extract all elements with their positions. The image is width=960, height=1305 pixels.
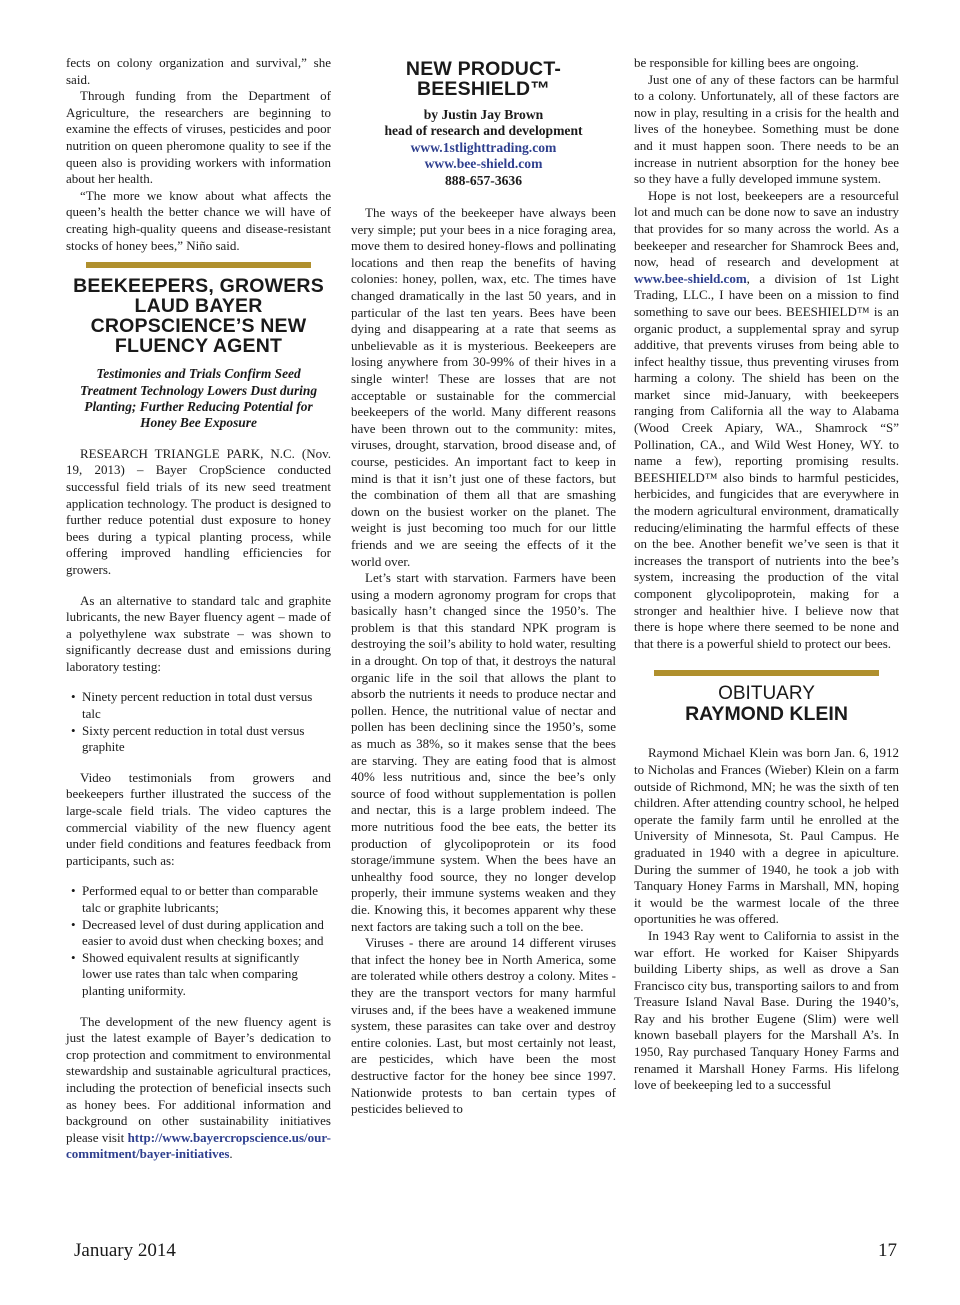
bayer-closing-text: The development of the new fluency agent is just the latest example of Bayer’s dedication to crop protection and commitment to environmental stewardship and sustainable agricultural practices, including the protection of beneficial insects such as honey bees. For additional information and background on other sustainability initiatives please visit: [66, 1013, 331, 1145]
phone-number: 888-657-3636: [444, 172, 523, 188]
article-continuation-paragraph: “The more we know about what affects the queen’s health the better chance we will have of creating high-quality queens and disease-resistant stocks of honey bees,” Niño said.: [66, 187, 331, 253]
beeshield-paragraph: Let’s start with starvation. Farmers have been using a modern agronomy program for crops that basically hasn’t changed since the 1950’s. The problem is that this standard NPK program is destroying the soil’s ability to hold water, resulting in a drought. On top of that, it destroys the natural organic life in the soil that allows the plant to absorb the nutrients it needs to produce nectar and pollen. Hence, the nutritional value of nectar and pollen has been declining since the 1950’s, some as much as 38%, so it makes sense that the bees are starving. They are eating food that is almost 40% less nutritious and, since the bee’s only source of food without supplementation is pollen and nectar, this is a large problem indeed. The more nutritious food the bee eats, the better its production of glycolipoprotein or its food storage/immune system. When the bees have an unhealthy food source, they no longer develop properly, their immune systems weaken and they die. Knowing this, it becomes apparent why these next factors are taking such a toll on the bee.: [351, 570, 616, 934]
list-item: • Decreased level of dust during application and easier to avoid dust when checking boxes; and: [82, 917, 331, 950]
bayer-paragraph: RESEARCH TRIANGLE PARK, N.C. (Nov. 19, 2013) – Bayer CropScience conducted successful field trials of its new seed treatment application technology. The product is designed to further reduce potential dust exposure to honey bees during a typical planting process, while offering improved handling efficiencies for growers.: [66, 445, 331, 577]
issue-date: January 2014: [74, 1240, 176, 1261]
bayer-paragraph: Video testimonials from growers and beekeepers further illustrated the success of the large-scale field trials. The video captures the commercial viability of the new fluency agent under field conditions and features feedback from participants, such as:: [66, 769, 331, 868]
list-item: • Performed equal to or better than comparable talc or graphite lubricants;: [82, 883, 331, 916]
beeshield-website-link[interactable]: www.bee-shield.com: [634, 270, 747, 286]
obituary-kicker: OBITUARY: [718, 683, 815, 705]
bayer-deck: Testimonies and Trials Confirm Seed Treatment Technology Lowers Dust during Planting; Further Reducing Potential for Honey Bee Exposure: [79, 366, 318, 431]
obituary-paragraph: Raymond Michael Klein was born Jan. 6, 1912 to Nicholas and Frances (Wieber) Klein on a farm outside of Richmond, MN; he was the sixth of ten children. After attending country school, he helped operate the family farm until he enrolled at the University of Minnesota, St. Paul Campus. He graduated in 1940 with a degree in apiculture. During the summer of 1940, he took a job with Tanquary Honey Farms in Marshall, MN, hoping it would be the warmest locale of the three oportunities he was offered.: [634, 745, 899, 927]
period: .: [229, 1146, 233, 1162]
column-right: [634, 55, 899, 1094]
author-name: by Justin Jay Brown: [423, 107, 544, 122]
bayer-paragraph: As an alternative to standard talc and graphite lubricants, the new Bayer fluency agent – made of a polyethylene wax substrate – was shown to significantly decrease dust and emissions during laboratory testing:: [66, 592, 331, 674]
section-divider: [86, 262, 311, 268]
bayer-initiatives-link[interactable]: http://www.bayercropscience.us/our-commitment/bayer-initiatives: [66, 1129, 331, 1162]
beeshield-paragraph: The ways of the beekeeper have always been very simple; put your bees in a nice foraging area, move them to desired honey-flows and pollinating locations and then reap the benefits of having colonies: honey, pollen, wax, etc. The times have changed dramatically in the last 50 years, and in particular of the last ten years. Bees have been dying and disappearing at a rate that seems as unbelievable as it is mysterious. Beekeepers are losing anywhere from 30-99% of their hives in a single winter! These are losses that are not acceptable or sustainable for the commercial beekeepers of the world. Many different reasons have been thrown out to the community: mites, viruses, drought, starvation, brood disease and, of course, pesticides. An important fact to keep in mind is that it isn’t just one of these factors, but the combination of them all that are smashing down on the busiest worker on the planet. The weight is just becoming too much for our little friends and we are seeing the effects of it the world over.: [351, 205, 616, 569]
page-number: 17: [878, 1240, 897, 1261]
bayer-paragraph: [66, 1014, 331, 1163]
beeshield-byline: [351, 107, 616, 189]
beeshield-paragraph: be responsible for killing bees are ongoing.: [634, 55, 859, 70]
author-role: head of research and development: [384, 123, 583, 139]
section-divider: [654, 670, 879, 676]
column-left: [66, 55, 331, 1163]
beeshield-paragraph: Viruses - there are around 14 different viruses that infect the honey bee in North America, some are tolerated while others destroy a colony. Mites - they are the transport vectors for many harmful viruses and, if the bees have a weakened immune system, these parasites can take over and destroy entire colonies. Last, but most certainly not least, are pesticides, which have been the most destructive factor for the honey bee since 1997. Nationwide protests to ban certain types of pesticides believed to: [351, 935, 616, 1117]
obituary-paragraph: In 1943 Ray went to California to assist in the war effort. He worked for Kaiser Shipyards building Liberty ships, as well as drove a San Francisco city bus, transporting sailors to and from Treasure Island Naval Base. During the 1940’s, Ray and his brother Eugene (Slim) were well known baseball players for the Marshall A’s. In 1950, Ray purchased Tanquary Honey Farms and renamed it Marshall Honey Farms. His lifelong love of beekeeping led to a successful: [634, 927, 900, 1093]
article-continuation-paragraph: fects on colony organization and survival,” she said.: [66, 55, 331, 87]
bayer-headline: BEEKEEPERS, GROWERS LAUD BAYER CROPSCIENCE’S NEW FLUENCY AGENT: [73, 275, 324, 358]
list-item: • Ninety percent reduction in total dust versus talc: [82, 689, 331, 722]
list-item: • Showed equivalent results at significantly lower use rates than talc when comparing planting uniformity.: [82, 950, 331, 1000]
list-item: • Sixty percent reduction in total dust versus graphite: [82, 723, 331, 756]
bayer-bullet-list: [66, 689, 331, 755]
beeshield-paragraph: [634, 188, 899, 653]
beeshield-text: , a division of 1st Light Trading, LLC., I have been on a mission to find something to save our bees. BEESHIELD™ is an organic product, a supplemental spray and syrup additive, that prevents viruses from being able to infect healthy tissue, thus preventing viruses from harming a colony. The shield has been on the market since mid-January, with beekeepers ranging from California all the way to Alabama (Wood Creek Apiary, WA., Shamrock “S” Pollination, CA., and Wild West Honey, WY. to name a few), reporting promising results. BEESHIELD™ also binds to harmful pesticides, herbicides, and fungicides that are everywhere in the modern agricultural environment, dramatically reducing/eliminating the harmful effects of these on the bee. Another benefit we’ve seen is that it increases the transport of nutrients into the bee’s system, increasing the production of the vital component glycolipoprotein, making for a stronger and healthier hive. I believe now that there is hope where there seemed to be none and that there is a powerful shield to protect our bees.: [634, 270, 899, 651]
website-link-1stlight[interactable]: www.1stlighttrading.com: [410, 139, 557, 155]
beeshield-paragraph: Just one of any of these factors can be harmful to a colony. Unfortunately, all of these factors are now in play, resulting in a crisis for the health and lives of the honeybee. Something must be done and it must happen soon. There needs to be an increase in nutrient absorption for the honey bee so they have a fully developed immune system.: [634, 71, 899, 187]
website-link-beeshield[interactable]: www.bee-shield.com: [424, 156, 543, 172]
beeshield-text: Hope is not lost, beekeepers are a resourceful lot and much can be done now to save an industry that provides for so many across the world. As a beekeeper and researcher for Shamrock Bees and, now, head of research and development at: [634, 187, 899, 270]
article-continuation-paragraph: Through funding from the Department of Agriculture, the researchers are beginning to examine the effects of viruses, pesticides and poor nutrition on queen pheromone quality to see if the queen also is providing workers with information about her health.: [66, 88, 331, 187]
beeshield-headline: NEW PRODUCT-BEESHIELD™: [405, 58, 562, 100]
obituary-name: RAYMOND KLEIN: [685, 703, 848, 726]
column-middle: [351, 55, 616, 1118]
bayer-bullet-list: [66, 883, 331, 999]
